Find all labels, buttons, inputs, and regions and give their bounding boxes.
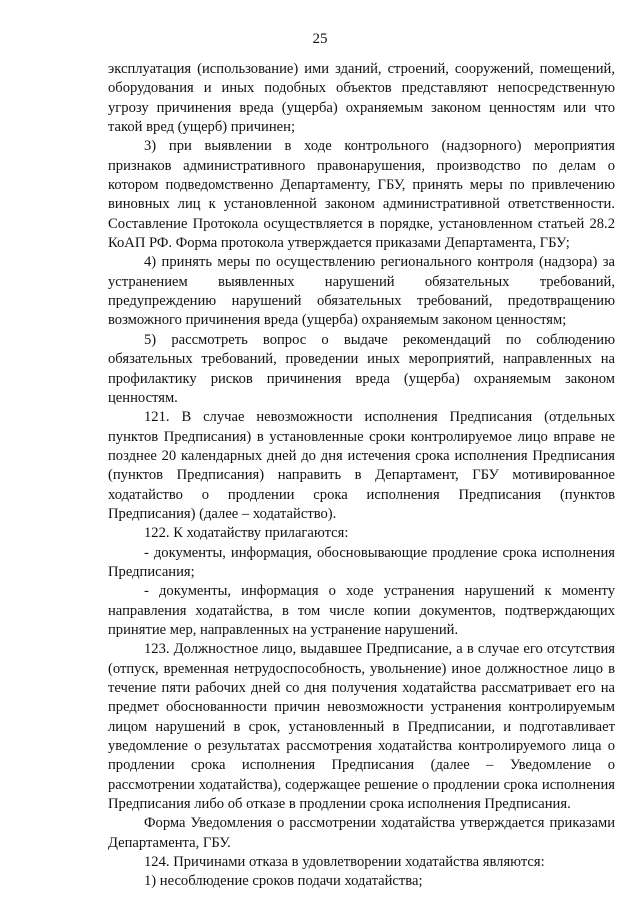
page-number: 25 [312,31,328,47]
paragraph-122-list-item-2: - документы, информация о ходе устранения нарушений к моменту направления ходатайства, в том числе копии документов, подтверждающих принятие мер, направленных на устранение нарушений. [108,583,615,638]
paragraph-121: 121. В случае невозможности исполнения Предписания (отдельных пунктов Предписания) в установленные сроки контролируемое лицо вправе не позднее 20 календарных дней до дня истечения срока исполнения Предписания (пунктов Предписания) направить в Департамент, ГБУ мотивированное ходатайство о продлении срока исполнения Предписания (пунктов Предписания) (далее – ходатайство). [108,409,615,522]
paragraph-item-3: 3) при выявлении в ходе контрольного (надзорного) мероприятия признаков административного правонарушения, производство по делам о котором подведомственно Департаменту, ГБУ, принять меры по привлечению виновных лиц к установленной законом административной ответственности. Составление Протокола осуществляется в порядке, установленном статьей 28.2 КоАП РФ. Форма протокола утверждается приказами Департамента, ГБУ; [108,138,615,252]
paragraph-122-list-item-1: - документы, информация, обосновывающие продление срока исполнения Предписания; [108,544,615,580]
paragraph-122: 122. К ходатайству прилагаются: [144,525,349,542]
paragraph-124: 124. Причинами отказа в удовлетворении ходатайства являются: [144,854,545,871]
paragraph-item-5: 5) рассмотреть вопрос о выдаче рекомендаций по соблюдению обязательных требований, проведении иных мероприятий, направленных на профилактику рисков причинения вреда (ущерба) охраняемым законом ценностям. [108,331,615,406]
document-body [108,60,615,892]
paragraph-123: 123. Должностное лицо, выдавшее Предписание, а в случае его отсутствия (отпуск, временная нетрудоспособность, увольнение) иное должностное лицо в течение пяти рабочих дней со дня получения ходатайства рассматривает его на предмет обоснованности причин невозможности устранения контролируемым лицом нарушений в срок, установленный в Предписании, и подготавливает уведомление о результатах рассмотрения ходатайства контролируемого лица о продлении срока исполнения Предписания (далее – Уведомление о рассмотрении ходатайства), содержащее решение о продлении срока исполнения Предписания либо об отказе в продлении срока исполнения Предписания. [108,641,615,813]
paragraph-notice-form: Форма Уведомления о рассмотрении ходатайства утверждается приказами Департамента, ГБУ. [108,815,615,851]
paragraph-item-4: 4) принять меры по осуществлению регионального контроля (надзора) за устранением выявленных нарушений обязательных требований, предупреждению нарушений обязательных требований, предотвращению возможного причинения вреда (ущерба) охраняемым законом ценностям; [108,254,615,329]
paragraph-continuation: эксплуатация (использование) ими зданий, строений, сооружений, помещений, оборудования и иных подобных объектов представляют непосредственную угрозу причинения вреда (ущерба) охраняемым законом ценностям или что такой вред (ущерб) причинен; [108,61,615,136]
paragraph-124-item-1: 1) несоблюдение сроков подачи ходатайства; [144,873,423,890]
